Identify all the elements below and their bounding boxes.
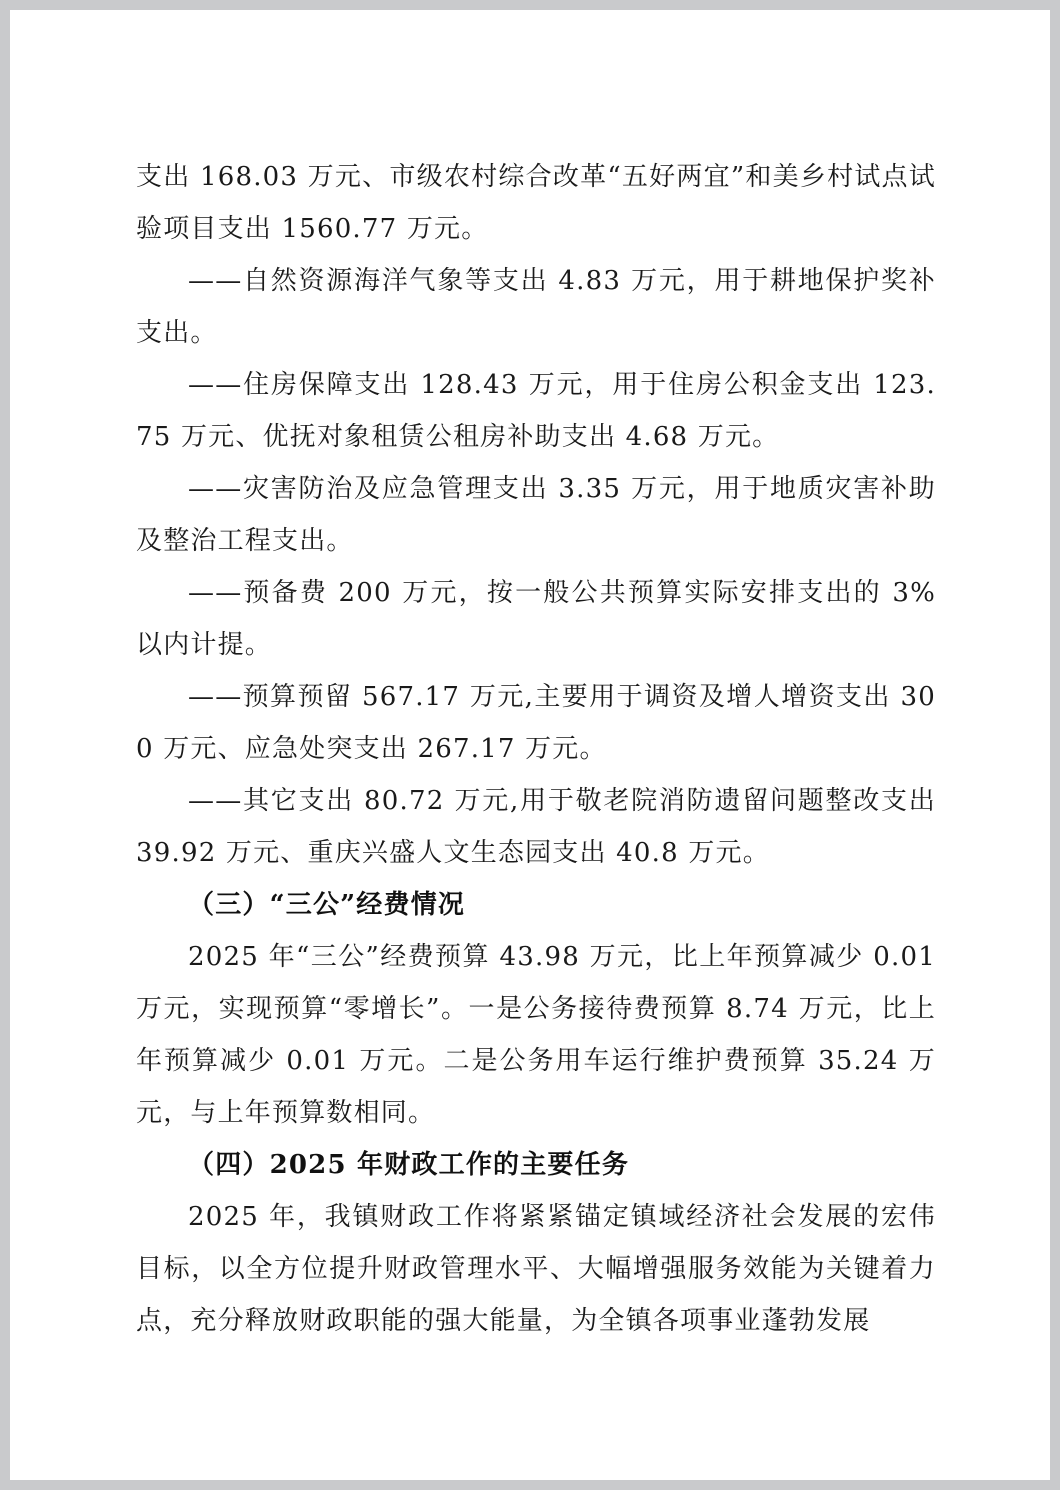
section-heading-three-public: （三）“三公”经费情况 [188,890,466,920]
paragraph-housing: ——住房保障支出 128.43 万元，用于住房公积金支出 123.75 万元、优抚对象租赁公租房补助支出 4.68 万元。 [136,370,936,452]
document-page [10,10,1050,1480]
paragraph-main-tasks: 2025 年，我镇财政工作将紧紧锚定镇域经济社会发展的宏伟目标，以全方位提升财政管理水平、大幅增强服务效能为关键着力点，充分释放财政职能的强大能量，为全镇各项事业蓬勃发展 [136,1202,936,1336]
paragraph-reserve-fund: ——预备费 200 万元，按一般公共预算实际安排支出的 3%以内计提。 [136,578,936,660]
paragraph-three-public: 2025 年“三公”经费预算 43.98 万元，比上年预算减少 0.01 万元，实现预算“零增长”。一是公务接待费预算 8.74 万元，比上年预算减少 0.01 万元。二是公务用车运行维护费预算 35.24 万元，与上年预算数相同。 [136,942,936,1128]
section-heading-main-tasks: （四）2025 年财政工作的主要任务 [188,1150,630,1180]
paragraph-continuation: 支出 168.03 万元、市级农村综合改革“五好两宜”和美乡村试点试验项目支出 1560.77 万元。 [136,162,936,244]
paragraph-budget-reserve: ——预算预留 567.17 万元,主要用于调资及增人增资支出 300 万元、应急处突支出 267.17 万元。 [136,682,936,764]
paragraph-natural-resources: ——自然资源海洋气象等支出 4.83 万元，用于耕地保护奖补支出。 [136,266,936,348]
page-body [136,151,936,1347]
paragraph-other-expenses: ——其它支出 80.72 万元,用于敬老院消防遗留问题整改支出 39.92 万元、重庆兴盛人文生态园支出 40.8 万元。 [136,786,936,868]
paragraph-disaster-prevention: ——灾害防治及应急管理支出 3.35 万元，用于地质灾害补助及整治工程支出。 [136,474,936,556]
